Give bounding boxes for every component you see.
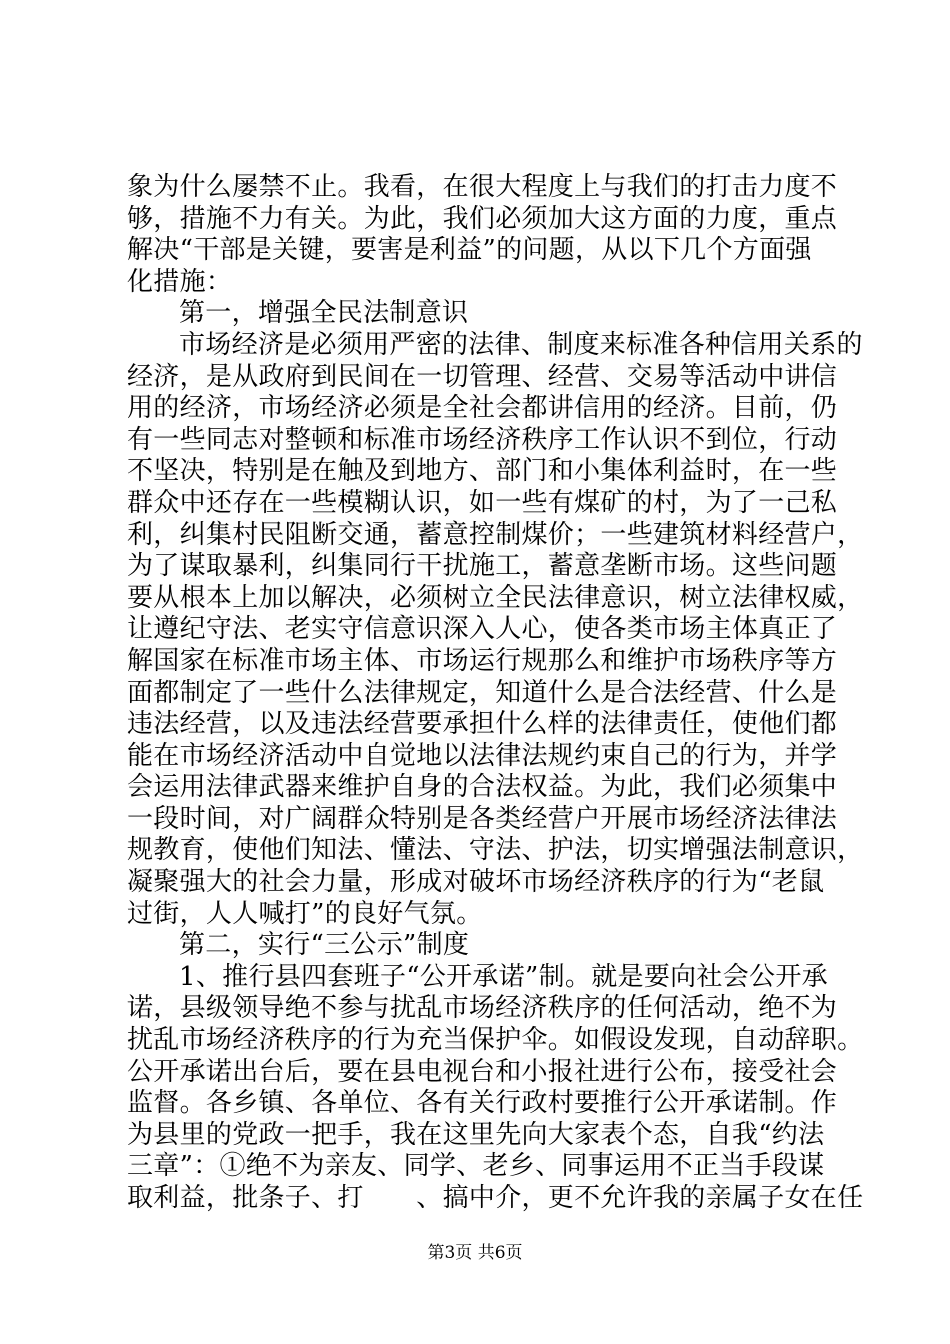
text-line: 利，纠集村民阻断交通，蓄意控制煤价；一些建筑材料经营户， (127, 519, 864, 550)
text-line: 解国家在标准市场主体、市场运行规那么和维护市场秩序等方 (127, 645, 838, 676)
text-line: 过街，人人喊打”的良好气氛。 (127, 898, 483, 929)
text-line: 为了谋取暴利，纠集同行干扰施工，蓄意垄断市场。这些问题 (127, 551, 838, 582)
text-line: 取利益，批条子、打 、搞中介，更不允许我的亲属子女在任 (127, 1183, 864, 1213)
text-line: 象为什么屡禁不止。我看，在很大程度上与我们的打击力度不 (127, 172, 838, 202)
text-line: 用的经济，市场经济必须是全社会都讲信用的经济。目前，仍 (127, 393, 838, 424)
document-body (127, 172, 864, 1215)
text-line: 违法经营，以及违法经营要承担什么样的法律责任，使他们都 (127, 709, 838, 740)
text-line: 能在市场经济活动中自觉地以法律法规约束自己的行为，并学 (127, 740, 838, 771)
text-line: 监督。各乡镇、各单位、各有关行政村要推行公开承诺制。作 (127, 1088, 838, 1119)
text-line: 面都制定了一些什么法律规定，知道什么是合法经营、什么是 (127, 677, 838, 708)
text-line: 让遵纪守法、老实守信意识深入人心，使各类市场主体真正了 (127, 614, 838, 645)
text-line: 经济，是从政府到民间在一切管理、经营、交易等活动中讲信 (127, 361, 838, 392)
section-heading-1: 第一，增强全民法制意识 (179, 298, 469, 329)
text-line: 一段时间，对广阔群众特别是各类经营户开展市场经济法律法 (127, 803, 838, 834)
text-line: 1、推行县四套班子“公开承诺”制。就是要向社会公开承 (179, 961, 828, 992)
text-line: 公开承诺出台后，要在县电视台和小报社进行公布，接受社会 (127, 1056, 838, 1087)
text-line: 诺，县级领导绝不参与扰乱市场经济秩序的任何活动，绝不为 (127, 993, 838, 1024)
text-line: 规教育，使他们知法、懂法、守法、护法，切实增强法制意识， (127, 835, 864, 866)
text-line: 群众中还存在一些模糊认识，如一些有煤矿的村，为了一己私 (127, 487, 838, 518)
text-line: 凝聚强大的社会力量，形成对破坏市场经济秩序的行为“老鼠 (127, 867, 825, 898)
text-line: 三章”：①绝不为亲友、同学、老乡、同事运用不正当手段谋 (127, 1151, 825, 1182)
page-number-footer: 第3页 共6页 (427, 1243, 523, 1263)
section-heading-2: 第二，实行“三公示”制度 (179, 930, 470, 961)
text-line: 解决“干部是关键，要害是利益”的问题，从以下几个方面强 (127, 235, 812, 266)
text-line: 有一些同志对整顿和标准市场经济秩序工作认识不到位，行动 (127, 424, 838, 455)
text-line: 市场经济是必须用严密的法律、制度来标准各种信用关系的 (179, 329, 863, 360)
text-line: 不坚决，特别是在触及到地方、部门和小集体利益时，在一些 (127, 456, 838, 487)
text-line: 化措施： (127, 266, 233, 297)
text-line: 够，措施不力有关。为此，我们必须加大这方面的力度，重点 (127, 203, 838, 234)
text-line: 会运用法律武器来维护自身的合法权益。为此，我们必须集中 (127, 772, 838, 803)
text-line: 要从根本上加以解决，必须树立全民法律意识，树立法律权威， (127, 582, 864, 613)
text-line: 扰乱市场经济秩序的行为充当保护伞。如假设发现，自动辞职。 (127, 1025, 864, 1056)
text-line: 为县里的党政一把手，我在这里先向大家表个态，自我“约法 (127, 1119, 825, 1150)
